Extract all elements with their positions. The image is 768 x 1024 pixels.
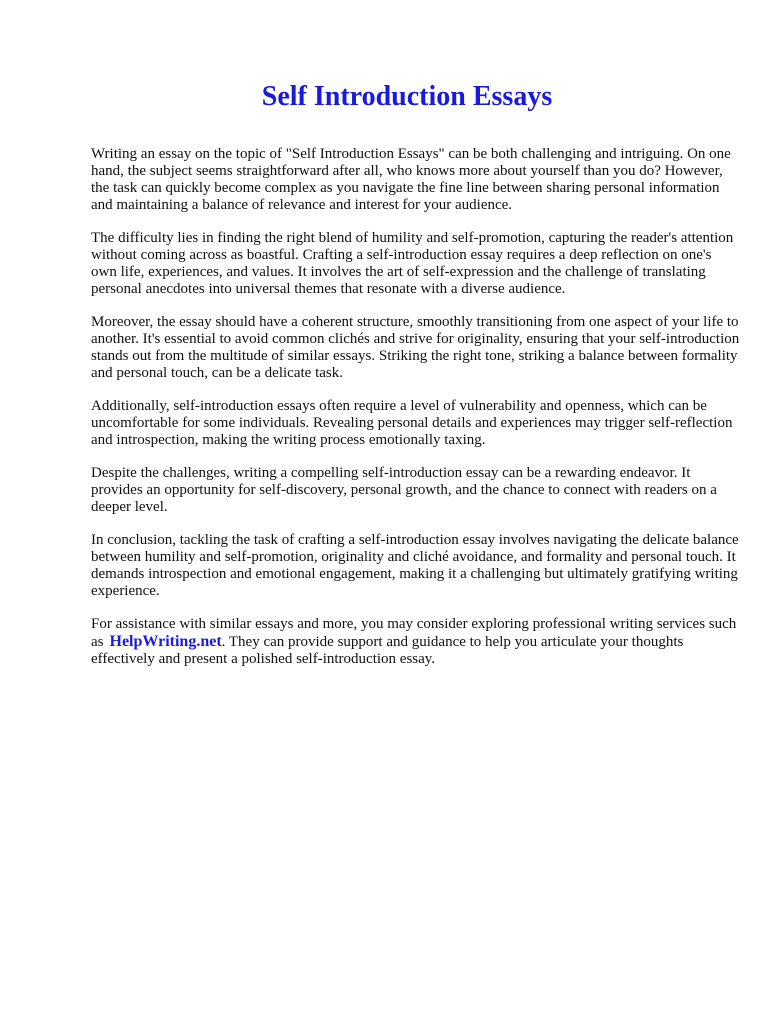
paragraph-7-before-link: For assistance with similar essays and more, you may consider exploring professional writing services such as <box>91 616 737 650</box>
helpwriting-link[interactable]: HelpWriting.net <box>109 633 222 650</box>
document-title: Self Introduction Essays <box>261 81 553 112</box>
paragraph-4: Additionally, self-introduction essays often require a level of vulnerability and openness, which can be uncomfortable for some individuals. Revealing personal details and experiences may trigger self-reflection and introspection, making the writing process emotionally taxing. <box>91 398 733 448</box>
paragraph-7 <box>91 616 741 668</box>
paragraph-3: Moreover, the essay should have a coherent structure, smoothly transitioning from one aspect of your life to another. It's essential to avoid common clichés and strive for originality, ensuring that your self-introduction stands out from the multitude of similar essays. Striking the right tone, striking a balance between formality and personal touch, can be a delicate task. <box>91 314 740 381</box>
paragraph-6: In conclusion, tackling the task of crafting a self-introduction essay involves navigating the delicate balance between humility and self-promotion, originality and cliché avoidance, and formality and personal touch. It demands introspection and emotional engagement, making it a challenging but ultimately gratifying writing experience. <box>91 532 739 599</box>
paragraph-2: The difficulty lies in finding the right blend of humility and self-promotion, capturing the reader's attention without coming across as boastful. Crafting a self-introduction essay requires a deep reflection on one's own life, experiences, and values. It involves the art of self-expression and the challenge of translating personal anecdotes into universal themes that resonate with a diverse audience. <box>91 230 734 297</box>
paragraph-1: Writing an essay on the topic of "Self Introduction Essays" can be both challenging and intriguing. On one hand, the subject seems straightforward after all, who knows more about yourself than you do? However, the task can quickly become complex as you navigate the fine line between sharing personal information and maintaining a balance of relevance and interest for your audience. <box>91 146 731 213</box>
paragraph-5: Despite the challenges, writing a compelling self-introduction essay can be a rewarding endeavor. It provides an opportunity for self-discovery, personal growth, and the chance to connect with readers on a deeper level. <box>91 465 717 515</box>
paragraph-7-after-link: . They can provide support and guidance to help you articulate your thoughts effectively and present a polished self-introduction essay. <box>91 634 684 667</box>
document-body <box>91 146 741 684</box>
